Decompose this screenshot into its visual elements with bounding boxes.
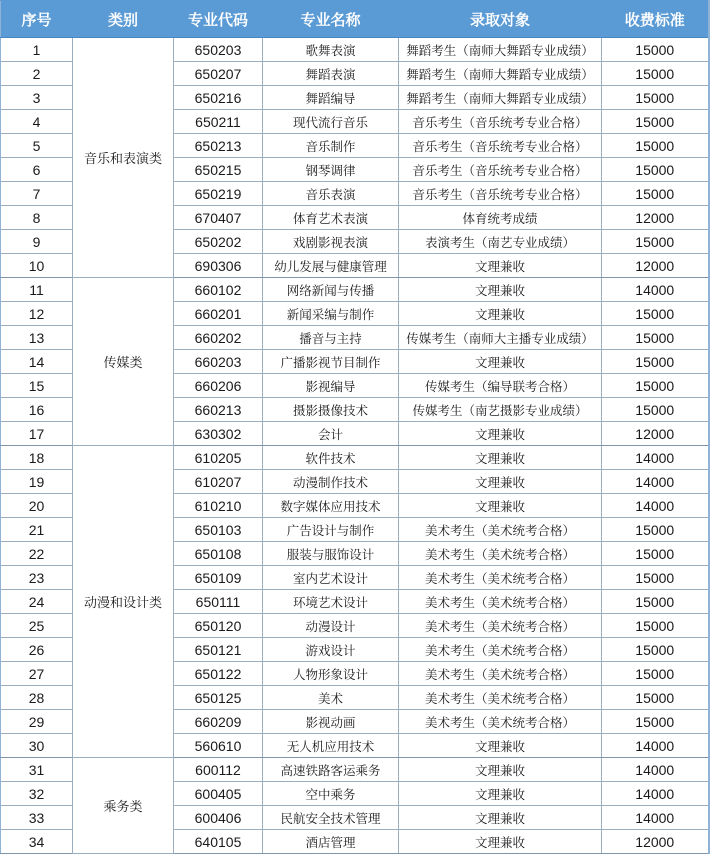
header-row (1, 1, 709, 38)
major-code-cell: 650108 (174, 542, 263, 566)
major-code-cell: 610210 (174, 494, 263, 518)
major-name-cell: 歌舞表演 (263, 38, 399, 62)
tuition-fee-cell: 14000 (602, 734, 709, 758)
admission-target-cell: 文理兼收 (399, 350, 602, 374)
admission-target-cell: 文理兼收 (399, 446, 602, 470)
major-code-cell: 660206 (174, 374, 263, 398)
admission-target-cell: 文理兼收 (399, 830, 602, 854)
table-row (1, 446, 709, 470)
major-name-cell: 影视动画 (263, 710, 399, 734)
serial-no-cell: 6 (1, 158, 73, 182)
major-name-cell: 室内艺术设计 (263, 566, 399, 590)
major-name-cell: 软件技术 (263, 446, 399, 470)
serial-no-cell: 19 (1, 470, 73, 494)
tuition-fee-cell: 15000 (602, 350, 709, 374)
serial-no-cell: 27 (1, 662, 73, 686)
major-name-cell: 动漫制作技术 (263, 470, 399, 494)
admission-target-cell: 表演考生（南艺专业成绩） (399, 230, 602, 254)
admission-target-cell: 美术考生（美术统考合格） (399, 686, 602, 710)
tuition-fee-cell: 14000 (602, 470, 709, 494)
tuition-fee-cell: 15000 (602, 638, 709, 662)
admission-target-cell: 音乐考生（音乐统考专业合格） (399, 158, 602, 182)
tuition-fee-cell: 12000 (602, 422, 709, 446)
serial-no-cell: 1 (1, 38, 73, 62)
serial-no-cell: 33 (1, 806, 73, 830)
major-code-cell: 650219 (174, 182, 263, 206)
admission-target-cell: 美术考生（美术统考合格） (399, 710, 602, 734)
major-name-cell: 幼儿发展与健康管理 (263, 254, 399, 278)
serial-no-cell: 24 (1, 590, 73, 614)
major-code-cell: 560610 (174, 734, 263, 758)
admission-target-cell: 文理兼收 (399, 806, 602, 830)
major-name-cell: 酒店管理 (263, 830, 399, 854)
major-code-cell: 640105 (174, 830, 263, 854)
major-name-cell: 舞蹈表演 (263, 62, 399, 86)
header-major-code: 专业代码 (174, 1, 263, 38)
major-code-cell: 650125 (174, 686, 263, 710)
admission-target-cell: 美术考生（美术统考合格） (399, 638, 602, 662)
major-name-cell: 戏剧影视表演 (263, 230, 399, 254)
serial-no-cell: 8 (1, 206, 73, 230)
major-name-cell: 环境艺术设计 (263, 590, 399, 614)
admission-target-cell: 美术考生（美术统考合格） (399, 614, 602, 638)
major-name-cell: 广告设计与制作 (263, 518, 399, 542)
serial-no-cell: 10 (1, 254, 73, 278)
admission-target-cell: 文理兼收 (399, 782, 602, 806)
major-code-cell: 660209 (174, 710, 263, 734)
tuition-fee-cell: 15000 (602, 662, 709, 686)
major-name-cell: 影视编导 (263, 374, 399, 398)
major-name-cell: 空中乘务 (263, 782, 399, 806)
admission-target-cell: 传媒考生（南师大主播专业成绩） (399, 326, 602, 350)
major-code-cell: 610207 (174, 470, 263, 494)
major-code-cell: 650211 (174, 110, 263, 134)
serial-no-cell: 23 (1, 566, 73, 590)
category-cell: 乘务类 (73, 758, 174, 854)
tuition-fee-cell: 14000 (602, 278, 709, 302)
admission-target-cell: 美术考生（美术统考合格） (399, 590, 602, 614)
admission-target-cell: 美术考生（美术统考合格） (399, 518, 602, 542)
major-code-cell: 650120 (174, 614, 263, 638)
serial-no-cell: 29 (1, 710, 73, 734)
major-code-cell: 660102 (174, 278, 263, 302)
tuition-fee-cell: 14000 (602, 782, 709, 806)
major-name-cell: 会计 (263, 422, 399, 446)
major-name-cell: 播音与主持 (263, 326, 399, 350)
tuition-fee-cell: 15000 (602, 710, 709, 734)
header-category: 类别 (73, 1, 174, 38)
tuition-fee-cell: 12000 (602, 206, 709, 230)
serial-no-cell: 34 (1, 830, 73, 854)
category-cell: 动漫和设计类 (73, 446, 174, 758)
table-row (1, 278, 709, 302)
admission-target-cell: 文理兼收 (399, 758, 602, 782)
major-code-cell: 660213 (174, 398, 263, 422)
serial-no-cell: 3 (1, 86, 73, 110)
tuition-fee-cell: 15000 (602, 542, 709, 566)
major-name-cell: 数字媒体应用技术 (263, 494, 399, 518)
serial-no-cell: 14 (1, 350, 73, 374)
tuition-fee-cell: 15000 (602, 326, 709, 350)
tuition-fee-cell: 14000 (602, 758, 709, 782)
tuition-fee-cell: 15000 (602, 686, 709, 710)
tuition-fee-cell: 14000 (602, 806, 709, 830)
major-code-cell: 690306 (174, 254, 263, 278)
major-name-cell: 现代流行音乐 (263, 110, 399, 134)
tuition-fee-cell: 15000 (602, 566, 709, 590)
admission-target-cell: 美术考生（美术统考合格） (399, 542, 602, 566)
major-name-cell: 体育艺术表演 (263, 206, 399, 230)
major-name-cell: 钢琴调律 (263, 158, 399, 182)
admission-target-cell: 文理兼收 (399, 254, 602, 278)
serial-no-cell: 4 (1, 110, 73, 134)
serial-no-cell: 32 (1, 782, 73, 806)
serial-no-cell: 22 (1, 542, 73, 566)
serial-no-cell: 25 (1, 614, 73, 638)
serial-no-cell: 15 (1, 374, 73, 398)
tuition-fee-cell: 15000 (602, 590, 709, 614)
serial-no-cell: 2 (1, 62, 73, 86)
serial-no-cell: 20 (1, 494, 73, 518)
major-name-cell: 摄影摄像技术 (263, 398, 399, 422)
tuition-fee-cell: 15000 (602, 518, 709, 542)
admission-target-cell: 传媒考生（南艺摄影专业成绩） (399, 398, 602, 422)
major-name-cell: 网络新闻与传播 (263, 278, 399, 302)
category-cell: 传媒类 (73, 278, 174, 446)
serial-no-cell: 18 (1, 446, 73, 470)
header-tuition-fee: 收费标准 (602, 1, 709, 38)
tuition-fee-cell: 15000 (602, 374, 709, 398)
major-name-cell: 音乐制作 (263, 134, 399, 158)
tuition-fee-cell: 15000 (602, 86, 709, 110)
major-code-cell: 650111 (174, 590, 263, 614)
major-code-cell: 650121 (174, 638, 263, 662)
tuition-fee-cell: 15000 (602, 134, 709, 158)
tuition-fee-cell: 12000 (602, 254, 709, 278)
tuition-fee-cell: 12000 (602, 830, 709, 854)
major-code-cell: 660201 (174, 302, 263, 326)
serial-no-cell: 11 (1, 278, 73, 302)
tuition-fee-cell: 14000 (602, 446, 709, 470)
serial-no-cell: 21 (1, 518, 73, 542)
major-code-cell: 650109 (174, 566, 263, 590)
major-code-cell: 600406 (174, 806, 263, 830)
major-name-cell: 服装与服饰设计 (263, 542, 399, 566)
admission-target-cell: 美术考生（美术统考合格） (399, 662, 602, 686)
admission-target-cell: 文理兼收 (399, 422, 602, 446)
major-name-cell: 游戏设计 (263, 638, 399, 662)
serial-no-cell: 7 (1, 182, 73, 206)
major-name-cell: 无人机应用技术 (263, 734, 399, 758)
major-code-cell: 650202 (174, 230, 263, 254)
header-admission-target: 录取对象 (399, 1, 602, 38)
tuition-fee-cell: 15000 (602, 38, 709, 62)
admission-target-cell: 音乐考生（音乐统考专业合格） (399, 134, 602, 158)
category-cell: 音乐和表演类 (73, 38, 174, 278)
serial-no-cell: 5 (1, 134, 73, 158)
admission-target-cell: 文理兼收 (399, 494, 602, 518)
major-name-cell: 新闻采编与制作 (263, 302, 399, 326)
table-row (1, 758, 709, 782)
admission-target-cell: 音乐考生（音乐统考专业合格） (399, 110, 602, 134)
tuition-fee-cell: 14000 (602, 494, 709, 518)
serial-no-cell: 13 (1, 326, 73, 350)
admission-target-cell: 文理兼收 (399, 734, 602, 758)
admission-target-cell: 舞蹈考生（南师大舞蹈专业成绩） (399, 38, 602, 62)
major-code-cell: 600112 (174, 758, 263, 782)
major-code-cell: 600405 (174, 782, 263, 806)
tuition-fee-cell: 15000 (602, 110, 709, 134)
major-name-cell: 动漫设计 (263, 614, 399, 638)
major-name-cell: 广播影视节目制作 (263, 350, 399, 374)
table-header (1, 1, 709, 38)
header-major-name: 专业名称 (263, 1, 399, 38)
table-body (1, 38, 709, 854)
major-name-cell: 民航安全技术管理 (263, 806, 399, 830)
admission-target-cell: 舞蹈考生（南师大舞蹈专业成绩） (399, 86, 602, 110)
tuition-fee-cell: 15000 (602, 182, 709, 206)
serial-no-cell: 30 (1, 734, 73, 758)
tuition-fee-cell: 15000 (602, 302, 709, 326)
tuition-fee-cell: 15000 (602, 398, 709, 422)
major-code-cell: 670407 (174, 206, 263, 230)
major-code-cell: 650122 (174, 662, 263, 686)
tuition-fee-cell: 15000 (602, 62, 709, 86)
serial-no-cell: 31 (1, 758, 73, 782)
major-code-cell: 660203 (174, 350, 263, 374)
serial-no-cell: 16 (1, 398, 73, 422)
admission-target-cell: 美术考生（美术统考合格） (399, 566, 602, 590)
admission-target-cell: 文理兼收 (399, 278, 602, 302)
major-name-cell: 高速铁路客运乘务 (263, 758, 399, 782)
serial-no-cell: 17 (1, 422, 73, 446)
major-code-cell: 630302 (174, 422, 263, 446)
major-code-cell: 650103 (174, 518, 263, 542)
admission-target-cell: 音乐考生（音乐统考专业合格） (399, 182, 602, 206)
serial-no-cell: 28 (1, 686, 73, 710)
tuition-fee-cell: 15000 (602, 614, 709, 638)
admission-target-cell: 文理兼收 (399, 470, 602, 494)
table-row (1, 38, 709, 62)
major-name-cell: 音乐表演 (263, 182, 399, 206)
major-code-cell: 650215 (174, 158, 263, 182)
tuition-fee-cell: 15000 (602, 230, 709, 254)
major-code-cell: 650203 (174, 38, 263, 62)
major-code-cell: 610205 (174, 446, 263, 470)
major-code-cell: 650216 (174, 86, 263, 110)
tuition-fee-cell: 15000 (602, 158, 709, 182)
major-name-cell: 人物形象设计 (263, 662, 399, 686)
admission-target-cell: 传媒考生（编导联考合格） (399, 374, 602, 398)
serial-no-cell: 9 (1, 230, 73, 254)
serial-no-cell: 12 (1, 302, 73, 326)
admission-target-cell: 体育统考成绩 (399, 206, 602, 230)
major-name-cell: 舞蹈编导 (263, 86, 399, 110)
serial-no-cell: 26 (1, 638, 73, 662)
admission-target-cell: 文理兼收 (399, 302, 602, 326)
major-code-cell: 650207 (174, 62, 263, 86)
admission-target-cell: 舞蹈考生（南师大舞蹈专业成绩） (399, 62, 602, 86)
major-name-cell: 美术 (263, 686, 399, 710)
header-serial-no: 序号 (1, 1, 73, 38)
major-code-cell: 650213 (174, 134, 263, 158)
major-code-cell: 660202 (174, 326, 263, 350)
